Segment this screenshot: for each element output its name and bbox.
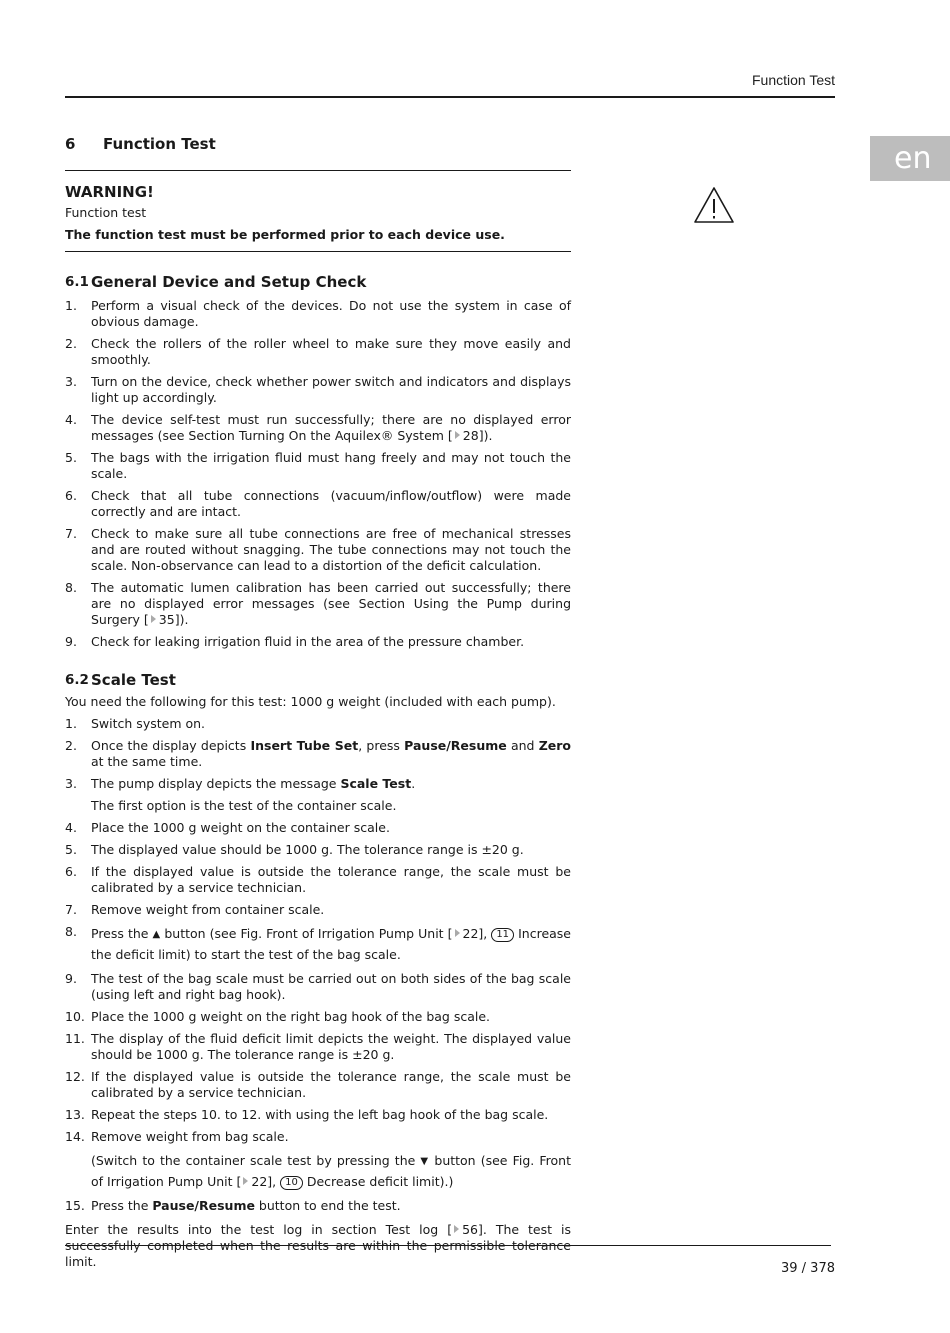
footer-rule [65, 1245, 831, 1246]
list-item: 2. Check the rollers of the roller wheel to make sure they move easily and smoothly. [65, 336, 571, 367]
list-item: 4. Place the 1000 g weight on the container scale. [65, 820, 390, 835]
section-number: 6 [65, 135, 76, 153]
subsection-number: 6.1 [65, 274, 89, 290]
scale-test-intro: You need the following for this test: 1000 g weight (included with each pump). [65, 694, 556, 709]
ui-term: Insert Tube Set [250, 738, 359, 753]
section-heading [65, 133, 571, 155]
page-ref-icon [243, 1177, 248, 1185]
list-item: 1. Switch system on. [65, 716, 206, 731]
list-item: 13. Repeat the steps 10. to 12. with using the left bag hook of the bag scale. [65, 1107, 549, 1122]
warning-box [65, 170, 571, 252]
page-ref-icon [151, 615, 156, 623]
subsection-heading [65, 272, 571, 292]
list-item: 9. Check for leaking irrigation fluid in the area of the pressure chamber. [65, 634, 525, 649]
list-item-note: The first option is the test of the container scale. [91, 798, 397, 813]
list-item: 4. The device self-test must run successfully; there are no displayed error messages (see Section Turning On the Aquilex® System [ 28]). [65, 412, 571, 443]
ui-term: Scale Test [340, 776, 412, 791]
subsection-title: General Device and Setup Check [91, 273, 367, 291]
list-item: 6. If the displayed value is outside the tolerance range, the scale must be calibrated by a service technician. [65, 864, 571, 895]
page-ref[interactable]: 28 [462, 428, 479, 443]
setup-check-steps [65, 298, 571, 650]
list-item: 1. Perform a visual check of the devices. Do not use the system in case of obvious damage. [65, 298, 571, 329]
ui-term: Zero [538, 738, 572, 753]
page-ref[interactable]: 22 [462, 926, 479, 941]
list-item: 12. If the displayed value is outside the tolerance range, the scale must be calibrated by a service technician. [65, 1069, 571, 1100]
warning-body: The function test must be performed prior to each device use. [65, 227, 505, 242]
language-tab: en [870, 136, 950, 181]
list-item: 11. The display of the fluid deficit limit depicts the weight. The displayed value should be 1000 g. The tolerance range is ±20 g. [65, 1031, 571, 1062]
list-item: 14. Remove weight from bag scale. [65, 1129, 289, 1144]
list-item: 7. Check to make sure all tube connections are free of mechanical stresses and are routed without snagging. The tube connections may not touch the scale. Non-observance can lead to a distortion of the deficit calculation. [65, 526, 571, 573]
subsection-number: 6.2 [65, 672, 89, 688]
down-arrow-icon: ▼ [420, 1156, 430, 1167]
page-number: 39 / 378 [781, 1261, 835, 1276]
subsection-heading [65, 670, 571, 690]
running-header: Function Test [751, 72, 835, 88]
list-item: 8. Press the ▲ button (see Fig. Front of Irrigation Pump Unit [ 22], 11 Increase the deficit limit) to start the test of the bag scale. [65, 924, 571, 962]
main-content [65, 133, 571, 1270]
page-ref[interactable]: 56 [462, 1222, 478, 1237]
list-item: 3. Turn on the device, check whether power switch and indicators and displays light up accordingly. [65, 374, 571, 405]
list-item: 8. The automatic lumen calibration has been carried out successfully; there are no displayed error messages (see Section Using the Pump during Surgery [ 35]). [65, 580, 571, 627]
warning-triangle-icon [693, 186, 735, 224]
page-ref-icon [455, 929, 460, 937]
up-arrow-icon: ▲ [152, 929, 161, 940]
list-item: 5. The bags with the irrigation fluid must hang freely and may not touch the scale. [65, 450, 571, 481]
closing-paragraph: Enter the results into the test log in section Test log [ 56]. The test is successfully completed when the results are within the permissible tolerance limit. [65, 1222, 571, 1269]
section-title: Function Test [103, 135, 216, 153]
ui-term: Pause/Resume [152, 1198, 255, 1213]
warning-title: WARNING! [65, 183, 154, 201]
list-item: 7. Remove weight from container scale. [65, 902, 325, 917]
page-ref[interactable]: 22 [251, 1174, 268, 1189]
scale-test-steps [65, 716, 571, 1214]
subsection-title: Scale Test [91, 671, 176, 689]
list-item: 3. The pump display depicts the message Scale Test. [65, 776, 416, 791]
ui-term: Pause/Resume [404, 738, 507, 753]
list-item: 6. Check that all tube connections (vacuum/inflow/outflow) were made correctly and are intact. [65, 488, 571, 519]
page-ref-icon [454, 1225, 459, 1233]
list-item-note: (Switch to the container scale test by pressing the ▼ button (see Fig. Front of Irrigation Pump Unit [ 22], 10 Decrease deficit limit).) [91, 1153, 571, 1189]
list-item: 10. Place the 1000 g weight on the right bag hook of the bag scale. [65, 1009, 491, 1024]
warning-subtitle: Function test [65, 205, 147, 220]
list-item: 15. Press the Pause/Resume button to end the test. [65, 1198, 401, 1213]
page-ref[interactable]: 35 [158, 612, 175, 627]
list-item: 5. The displayed value should be 1000 g. The tolerance range is ±20 g. [65, 842, 524, 857]
list-item: 9. The test of the bag scale must be carried out on both sides of the bag scale (using left and right bag hook). [65, 971, 571, 1002]
callout-number: 10 [280, 1176, 303, 1190]
header-rule [65, 96, 835, 98]
list-item: 2. Once the display depicts Insert Tube Set, press Pause/Resume and Zero at the same time. [65, 738, 572, 769]
callout-number: 11 [491, 928, 514, 942]
page-ref-icon [455, 431, 460, 439]
